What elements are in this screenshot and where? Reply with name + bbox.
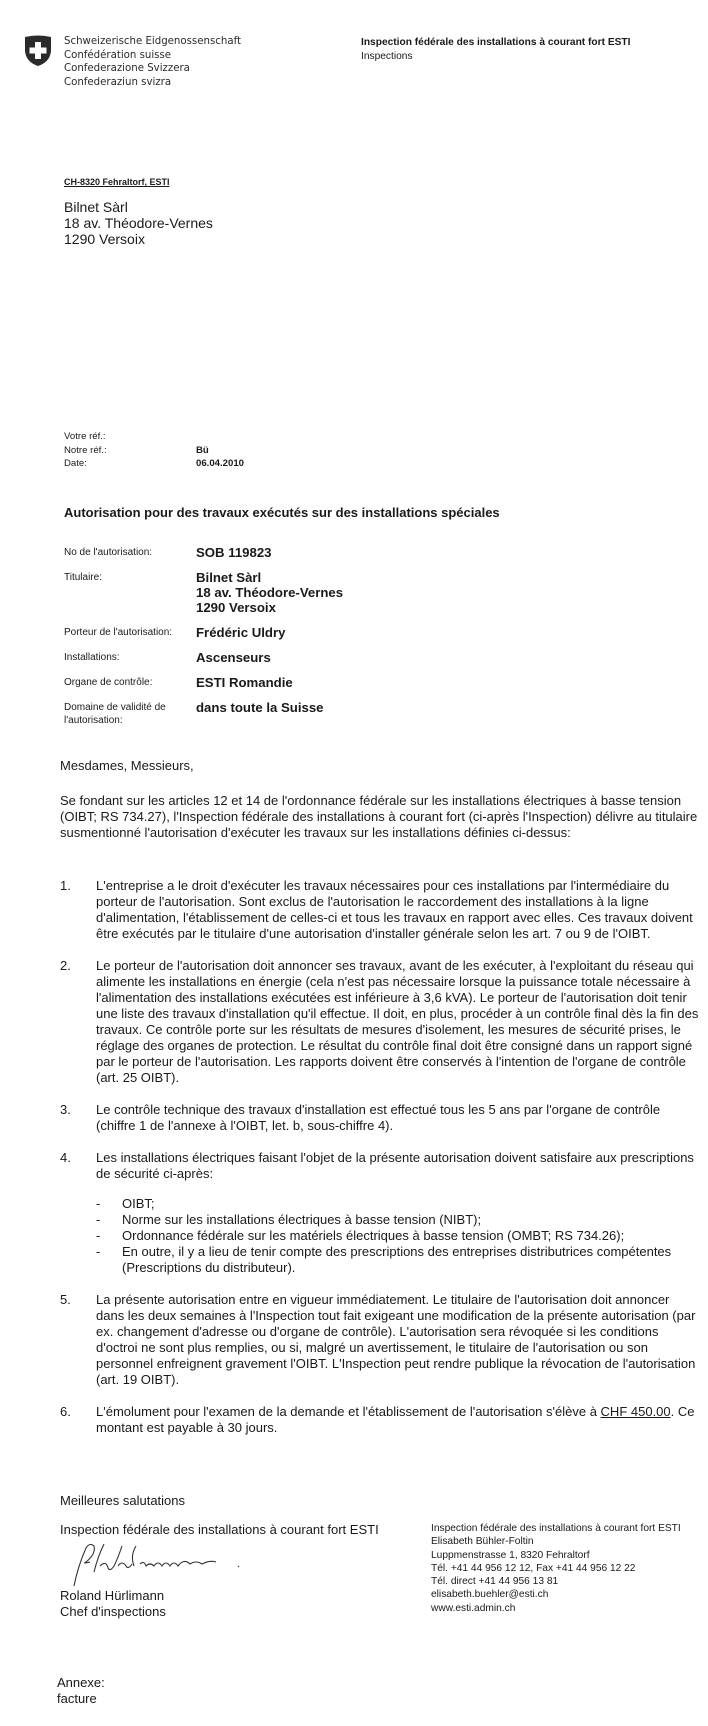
signer-block [60, 1588, 166, 1620]
office-unit: Inspections [361, 50, 413, 62]
item-number: 2. [60, 958, 71, 973]
item-text: L'entreprise a le droit d'exécuter les travaux nécessaires pour ces installations par l'intermédiaire du porteur de l'autorisation. Sont exclus de l'autorisation le raccordement des installations à la ligne d'alimentation, l'établissement de celles-ci et tous les travaux en rapport avec elles. Ces travaux doivent être exécutés par le titulaire d'une autorisation d'installer générale selon les art. 7 ou 9 de l'OIBT. [96, 878, 693, 941]
list-item [60, 1404, 700, 1436]
detail-label: Titulaire: [64, 572, 102, 583]
contact-email[interactable]: elisabeth.buehler@esti.ch [431, 1589, 549, 1601]
safety-prescriptions-list [96, 1196, 700, 1276]
dash-bullet: - [96, 1196, 101, 1211]
fee-amount: CHF 450.00 [600, 1404, 671, 1419]
contact-block [431, 1522, 681, 1615]
holder-name: Bilnet Sàrl [196, 570, 262, 585]
references [64, 430, 244, 471]
contact-phone-fax: Tél. +41 44 956 12 12, Fax +41 44 956 12 22 [431, 1562, 636, 1574]
sublist-item [96, 1228, 700, 1244]
your-ref-label: Votre réf.: [64, 431, 106, 442]
date-value: 06.04.2010 [196, 458, 245, 469]
annex-block [57, 1675, 105, 1707]
holder-city: 1290 Versoix [196, 600, 276, 615]
authorization-details [64, 545, 664, 737]
reference-row [64, 430, 244, 444]
bearer-name: Frédéric Uldry [196, 625, 286, 640]
item-number: 3. [60, 1102, 71, 1117]
subject-heading: Autorisation pour des travaux exécutés sur des installations spéciales [64, 505, 500, 520]
sublist-item [96, 1196, 700, 1212]
detail-label: Installations: [64, 652, 120, 663]
contact-organization: Inspection fédérale des installations à courant fort ESTI [431, 1523, 681, 1534]
dash-bullet: - [96, 1228, 101, 1243]
conditions-list [60, 878, 700, 1452]
sublist-item [96, 1212, 700, 1228]
item-number: 5. [60, 1292, 71, 1307]
federation-line-rm: Confederaziun svizra [64, 76, 172, 88]
list-item [60, 958, 700, 1086]
detail-value [196, 700, 324, 727]
office-block [361, 36, 630, 63]
signer-name: Roland Hürlimann [60, 1588, 165, 1603]
contact-website[interactable]: www.esti.admin.ch [431, 1602, 516, 1614]
control-body-value: ESTI Romandie [196, 675, 293, 690]
holder-street: 18 av. Théodore-Vernes [196, 585, 344, 600]
federation-line-de: Schweizerische Eidgenossenschaft [64, 36, 241, 47]
reference-row [64, 457, 244, 471]
detail-label: Organe de contrôle: [64, 677, 153, 688]
handwritten-signature-icon [60, 1538, 290, 1590]
fee-text-after: . Ce montant est payable à 30 jours. [96, 1404, 695, 1435]
authorization-number: SOB 119823 [196, 545, 272, 560]
sender-line: CH-8320 Fehraltorf, ESTI [64, 177, 170, 187]
swiss-cross-shield-icon [24, 35, 52, 67]
office-title: Inspection fédérale des installations à courant fort ESTI [361, 37, 631, 48]
item-text [96, 1404, 700, 1436]
annex-value: facture [57, 1691, 97, 1706]
item-text: Les installations électriques faisant l'objet de la présente autorisation doivent satisfaire aux prescriptions de sécurité ci-après: [96, 1150, 694, 1181]
federation-line-fr: Confédération suisse [64, 49, 172, 61]
greeting: Mesdames, Messieurs, [60, 758, 194, 773]
item-text: Le contrôle technique des travaux d'installation est effectué tous les 5 ans par l'organe de contrôle (chiffre 1 de l'annexe à l'OIBT, let. b, sous-chiffre 4). [96, 1102, 661, 1133]
sublist-text: Norme sur les installations électriques à basse tension (NIBT); [122, 1212, 482, 1227]
list-item [60, 1102, 700, 1134]
contact-direct-phone: Tél. direct +41 44 956 13 81 [431, 1576, 559, 1588]
intro-paragraph: Se fondant sur les articles 12 et 14 de l'ordonnance fédérale sur les installations électriques à basse tension (OIBT; RS 734.27), l'Inspection fédérale des installations à courant fort (ci-après l'Inspection) délivre au titulaire susmentionné l'autorisation d'exécuter les travaux sur les installations définies ci-dessus: [60, 793, 698, 840]
dash-bullet: - [96, 1244, 101, 1259]
detail-row-bearer [64, 625, 664, 640]
our-ref-value: Bü [196, 444, 209, 456]
recipient-address [64, 199, 213, 247]
validity-value: dans toute la Suisse [196, 700, 324, 715]
our-ref-label: Notre réf.: [64, 444, 107, 456]
sublist-item [96, 1244, 700, 1276]
sublist-text: OIBT; [122, 1196, 155, 1211]
detail-row-validity [64, 700, 664, 727]
annex-label: Annexe: [57, 1675, 105, 1690]
contact-name: Elisabeth Bühler-Foltin [431, 1536, 534, 1548]
dash-bullet: - [96, 1212, 101, 1227]
federation-name-block [64, 35, 241, 89]
closing-organization: Inspection fédérale des installations à courant fort ESTI [60, 1522, 379, 1537]
detail-value [196, 675, 293, 690]
item-number: 4. [60, 1150, 71, 1165]
sublist-text: Ordonnance fédérale sur les matériels électriques à basse tension (OMBT; RS 734.26); [122, 1228, 625, 1243]
date-label: Date: [64, 458, 87, 469]
list-item [60, 1292, 700, 1388]
detail-row-control-body [64, 675, 664, 690]
sublist-text: En outre, il y a lieu de tenir compte des prescriptions des entreprises distributrices compétentes (Prescriptions du distributeur). [122, 1244, 672, 1275]
contact-address: Luppmenstrasse 1, 8320 Fehraltorf [431, 1549, 590, 1561]
detail-row-holder [64, 570, 664, 615]
fee-text-before: L'émolument pour l'examen de la demande et l'établissement de l'autorisation s'élève à [96, 1404, 601, 1419]
recipient-name: Bilnet Sàrl [64, 199, 128, 215]
item-body [96, 1150, 700, 1276]
item-number: 6. [60, 1404, 71, 1419]
detail-label: No de l'autorisation: [64, 547, 153, 558]
recipient-city: 1290 Versoix [64, 231, 145, 247]
item-text: La présente autorisation entre en vigueur immédiatement. Le titulaire de l'autorisation doit annoncer dans les deux semaines à l'Inspection tout fait exigeant une modification de la présente autorisation (par ex. changement d'adresse ou d'organe de contrôle). L'autorisation sera révoquée si les conditions d'octroi ne sont plus remplies, ou si, malgré un avertissement, le titulaire de l'autorisation ou son personnel enfreignent gravement l'OIBT. L'Inspection peut rendre publique la révocation de l'autorisation (art. 19 OIBT). [96, 1292, 696, 1387]
detail-label: Porteur de l'autorisation: [64, 627, 173, 638]
detail-row-number [64, 545, 664, 560]
reference-row [64, 444, 244, 458]
closing-salutation: Meilleures salutations [60, 1493, 186, 1508]
item-number: 1. [60, 878, 71, 893]
recipient-street: 18 av. Théodore-Vernes [64, 215, 213, 231]
federation-line-it: Confederazione Svizzera [64, 63, 190, 75]
detail-value [196, 545, 272, 560]
list-item [60, 878, 700, 942]
signer-title: Chef d'inspections [60, 1604, 166, 1619]
detail-row-installations [64, 650, 664, 665]
item-text: Le porteur de l'autorisation doit annoncer ses travaux, avant de les exécuter, à l'exploitant du réseau qui alimente les installations en énergie (cela n'est pas nécessaire lorsque la puissance totale nécessaire à l'alimentation des installations exécutées est inférieure à 3,6 kVA). Le porteur de l'autorisation doit tenir une liste des travaux d'installation qu'il effectue. Il doit, en plus, procéder à un contrôle final dès la fin des travaux. Ce contrôle porte sur les résultats de mesures d'isolement, les mesures de sécurité prises, le réglage des organes de protection. Le résultat du contrôle final doit être consigné dans un rapport signé par le porteur de l'autorisation. Les rapports doivent être conservés à l'intention de l'organe de contrôle (art. 25 OIBT). [96, 958, 699, 1085]
detail-label: Domaine de validité de l'autorisation: [64, 702, 166, 726]
detail-value [196, 650, 271, 665]
detail-value [196, 570, 343, 615]
detail-value [196, 625, 285, 640]
installations-value: Ascenseurs [196, 650, 271, 665]
list-item [60, 1150, 700, 1276]
